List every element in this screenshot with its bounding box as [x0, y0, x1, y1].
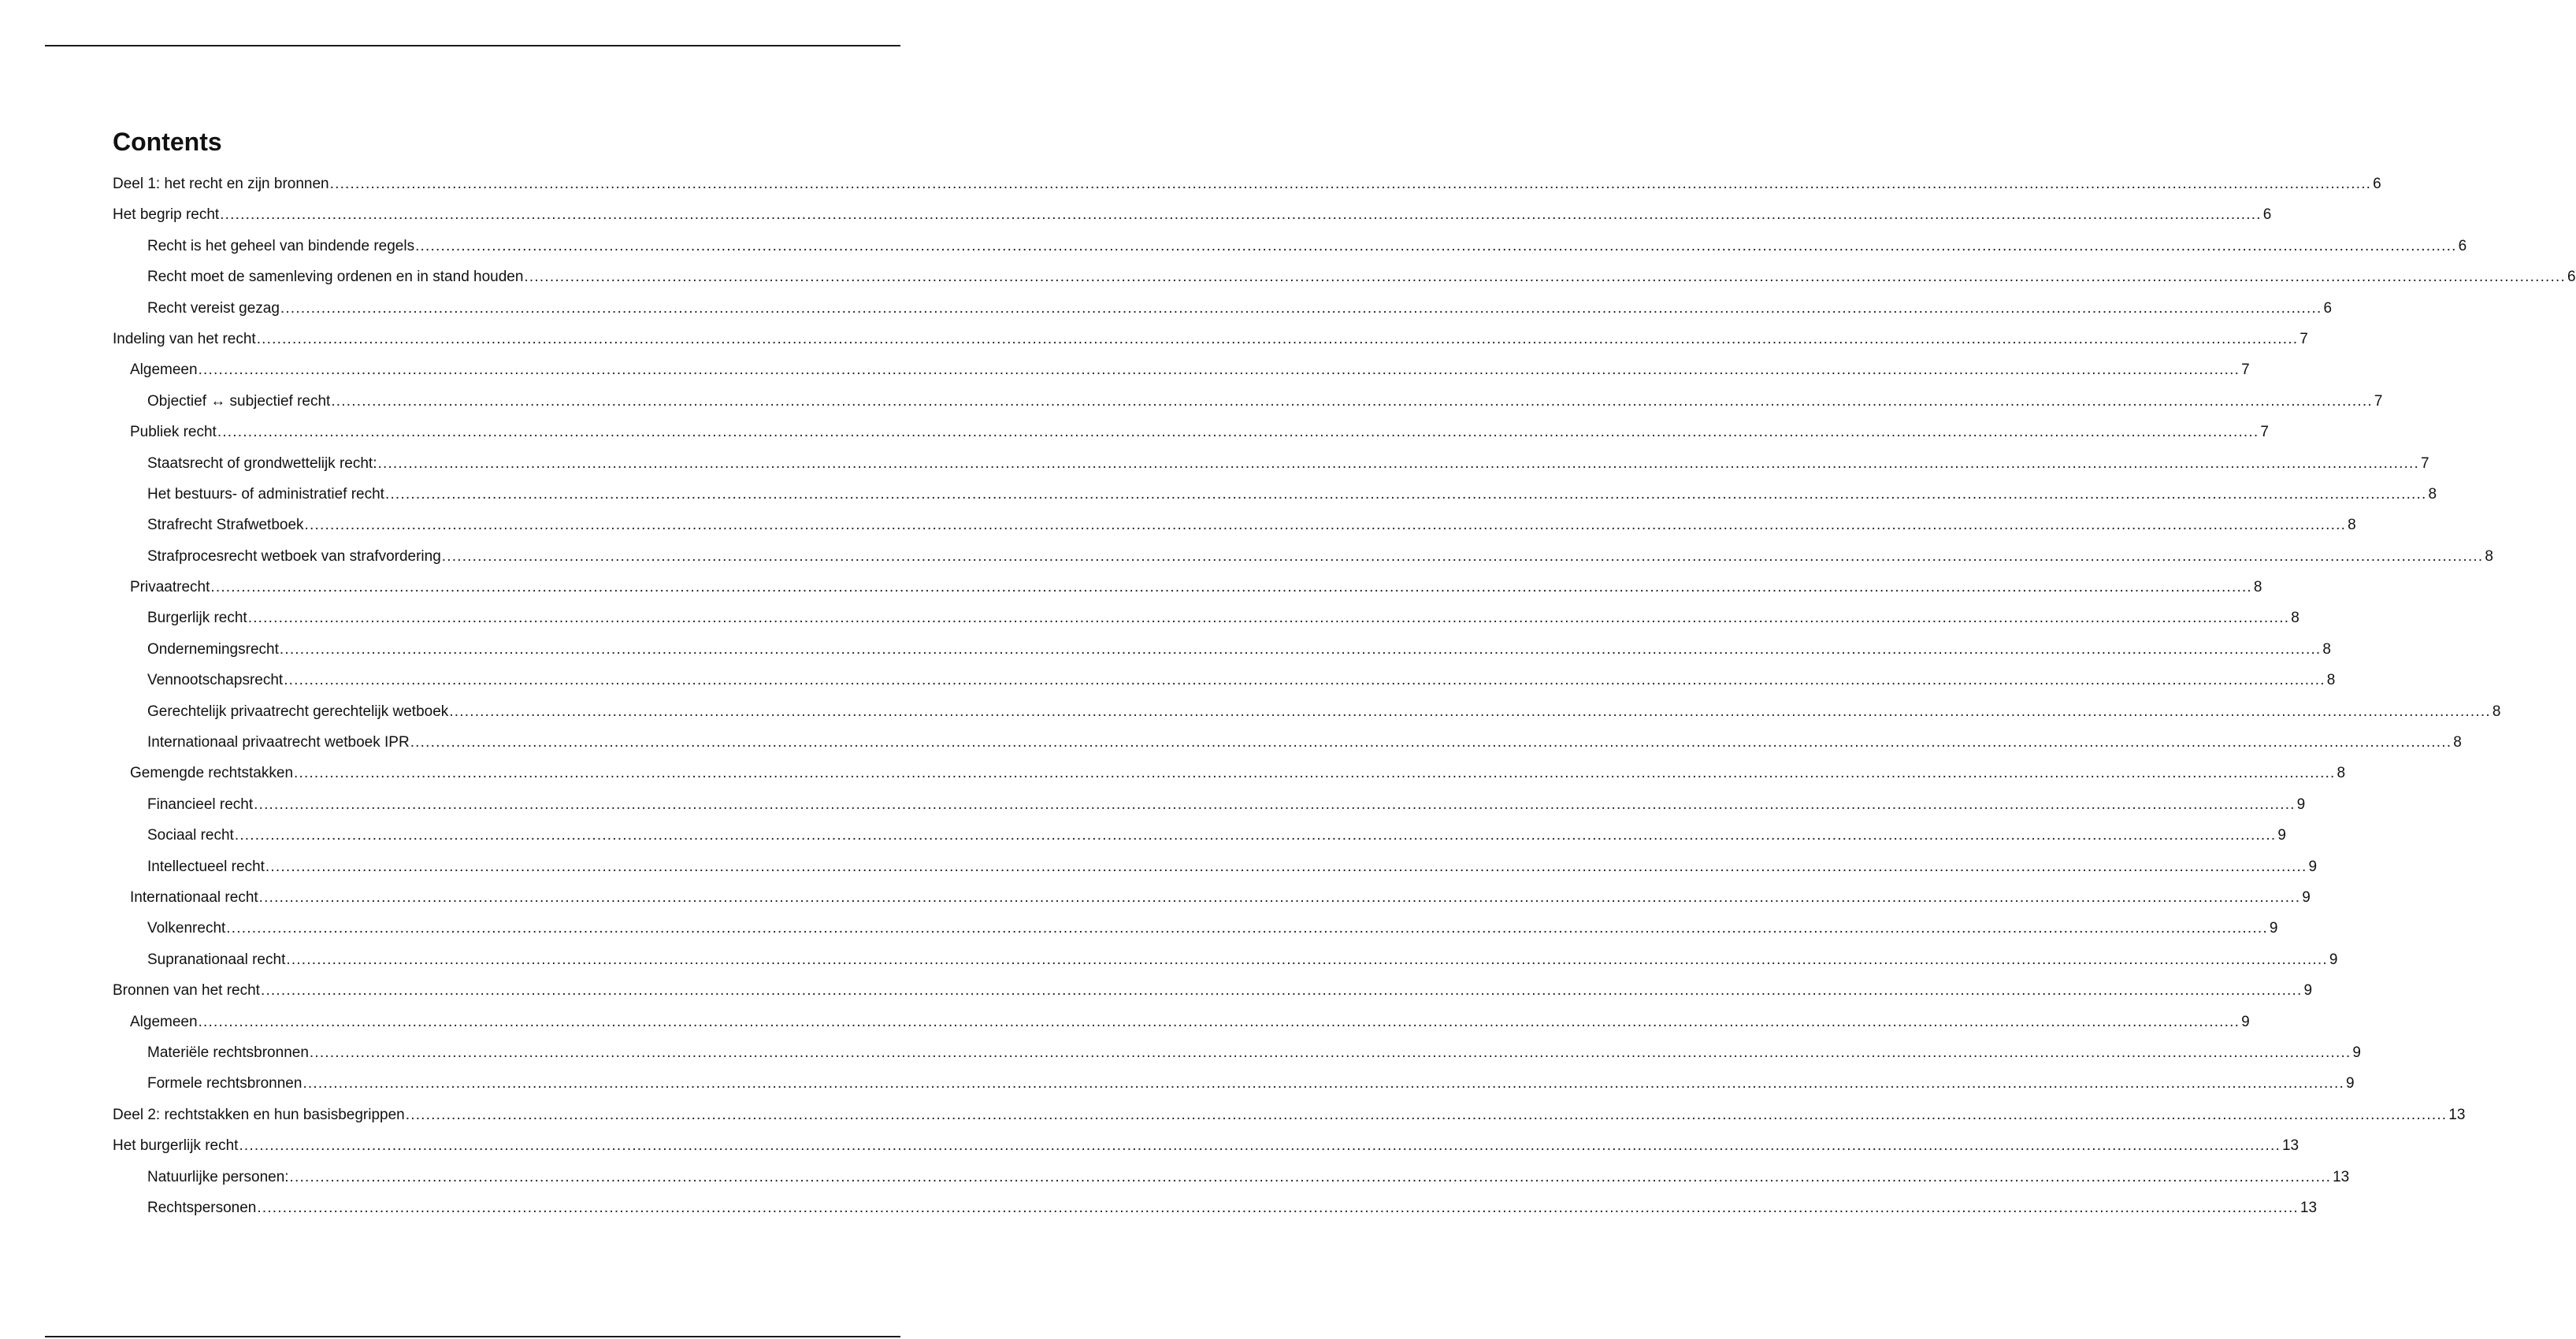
toc-page-number: 9 — [2329, 951, 2338, 968]
toc-entry[interactable] — [113, 261, 2576, 292]
toc-entry[interactable] — [113, 727, 2462, 758]
toc-entry-title: Ondernemingsrecht — [147, 640, 279, 658]
toc-entry[interactable] — [113, 789, 2306, 820]
toc-page-number: 6 — [2567, 269, 2576, 286]
toc-page-number: 7 — [2241, 362, 2250, 379]
toc-dot-leader: ................................................................................................................................................................................................................................................................................................................................................................................................................ — [198, 1013, 2240, 1030]
toc-entry-title: Supranationaal recht — [147, 951, 286, 968]
toc-page-number: 7 — [2260, 424, 2269, 441]
toc-page-number: 8 — [2322, 640, 2331, 658]
toc-entry-title: Internationaal recht — [130, 888, 258, 906]
toc-entry-title: Objectief ↔ subjectief recht — [147, 392, 331, 410]
toc-entry-title: Deel 2: rechtstakken en hun basisbegrippen — [113, 1106, 405, 1123]
toc-entry-title: Indeling van het recht — [113, 330, 256, 347]
toc-entry[interactable] — [113, 510, 2356, 540]
toc-page-number: 9 — [2296, 796, 2306, 813]
toc-page-number: 9 — [2241, 1013, 2250, 1030]
toc-entry-title: Publiek recht — [130, 424, 217, 441]
toc-entry-title: Internationaal privaatrecht wetboek IPR — [147, 734, 410, 751]
toc-dot-leader: ................................................................................................................................................................................................................................................................................................................................................................................................................ — [217, 424, 2259, 441]
toc-page-number: 8 — [2326, 672, 2336, 689]
toc-dot-leader: ................................................................................................................................................................................................................................................................................................................................................................................................................ — [303, 1075, 2344, 1092]
toc-entry[interactable] — [113, 975, 2313, 1006]
toc-dot-leader: ................................................................................................................................................................................................................................................................................................................................................................................................................ — [256, 330, 2299, 347]
toc-entry[interactable] — [113, 354, 2250, 385]
toc-page-number: 8 — [2348, 517, 2356, 534]
toc-entry-title: Bronnen van het recht — [113, 982, 260, 1000]
toc-entry[interactable] — [113, 572, 2262, 603]
toc-entry-title: Recht is het geheel van bindende regels — [147, 237, 415, 254]
toc-entry-title: Natuurlijke personen: — [147, 1168, 289, 1185]
toc-entry-title: Strafprocesrecht wetboek van strafvordering — [147, 547, 441, 565]
toc-page-number: 6 — [2262, 206, 2272, 224]
toc-entry-title: Recht vereist gezag — [147, 299, 280, 317]
toc-dot-leader: ................................................................................................................................................................................................................................................................................................................................................................................................................ — [304, 517, 2347, 534]
toc-entry[interactable] — [113, 199, 2272, 230]
toc-entry[interactable] — [113, 851, 2318, 882]
toc-entry[interactable] — [113, 417, 2269, 447]
toc-dot-leader: ................................................................................................................................................................................................................................................................................................................................................................................................................ — [289, 1168, 2332, 1185]
toc-page-number: 8 — [2485, 547, 2493, 565]
toc-page-number: 9 — [2345, 1075, 2355, 1092]
toc-entry[interactable] — [113, 1162, 2350, 1192]
toc-entry[interactable] — [113, 696, 2501, 727]
toc-dot-leader: ................................................................................................................................................................................................................................................................................................................................................................................................................ — [280, 299, 2322, 317]
toc-page-number: 13 — [2333, 1168, 2350, 1185]
toc-dot-leader: ................................................................................................................................................................................................................................................................................................................................................................................................................ — [257, 1199, 2299, 1216]
toc-entry-title: Privaatrecht — [130, 579, 210, 596]
toc-page-number: 7 — [2299, 330, 2308, 347]
toc-page-number: 8 — [2428, 485, 2437, 503]
toc-entry-title: Algemeen — [130, 1013, 198, 1030]
toc-entry[interactable] — [113, 293, 2333, 324]
toc-entry[interactable] — [113, 913, 2278, 944]
toc-dot-leader: ................................................................................................................................................................................................................................................................................................................................................................................................................ — [284, 672, 2325, 689]
toc-dot-leader: ................................................................................................................................................................................................................................................................................................................................................................................................................ — [234, 827, 2277, 844]
toc-page-number: 7 — [2374, 392, 2383, 410]
toc-entry-title: Materiële rechtsbronnen — [147, 1044, 309, 1061]
toc-dot-leader: ................................................................................................................................................................................................................................................................................................................................................................................................................ — [377, 454, 2420, 472]
toc-entry-title: Deel 1: het recht en zijn bronnen — [113, 176, 329, 192]
toc-dot-leader: ................................................................................................................................................................................................................................................................................................................................................................................................................ — [331, 392, 2373, 410]
toc-dot-leader: ................................................................................................................................................................................................................................................................................................................................................................................................................ — [329, 176, 2372, 192]
toc-entry[interactable] — [113, 324, 2308, 354]
toc-entry[interactable] — [113, 386, 2383, 417]
toc-page-number: 6 — [2323, 299, 2333, 317]
header-rule — [45, 45, 900, 46]
toc-entry[interactable] — [113, 634, 2331, 665]
toc-dot-leader: ................................................................................................................................................................................................................................................................................................................................................................................................................ — [239, 1137, 2281, 1155]
toc-entry-title: Het bestuurs- of administratief recht — [147, 485, 384, 503]
toc-dot-leader: ................................................................................................................................................................................................................................................................................................................................................................................................................ — [279, 640, 2322, 658]
toc-dot-leader: ................................................................................................................................................................................................................................................................................................................................................................................................................ — [405, 1106, 2448, 1123]
toc-page-number: 9 — [2352, 1044, 2361, 1061]
toc-entry-title: Intellectueel recht — [147, 858, 265, 875]
toc-entry[interactable] — [113, 448, 2429, 479]
toc-entry[interactable] — [113, 882, 2311, 913]
toc-entry-title: Het burgerlijk recht — [113, 1137, 239, 1155]
toc-page-number: 6 — [2373, 176, 2381, 192]
toc-entry-title: Volkenrecht — [147, 920, 226, 937]
toc-dot-leader: ................................................................................................................................................................................................................................................................................................................................................................................................................ — [410, 734, 2452, 751]
toc-entry-title: Recht moet de samenleving ordenen en in stand houden — [147, 269, 524, 286]
table-of-contents — [113, 169, 2576, 1223]
toc-page-number: 9 — [2308, 858, 2318, 875]
footer-rule — [45, 1336, 900, 1337]
document-page — [113, 126, 2576, 1223]
toc-page-number: 8 — [2492, 703, 2501, 720]
toc-entry-title: Vennootschapsrecht — [147, 672, 284, 689]
toc-page-number: 6 — [2458, 237, 2467, 254]
toc-dot-leader: ................................................................................................................................................................................................................................................................................................................................................................................................................ — [309, 1044, 2351, 1061]
toc-entry[interactable] — [113, 820, 2286, 851]
toc-page-number: 13 — [2281, 1137, 2299, 1155]
toc-entry[interactable] — [113, 603, 2299, 633]
toc-dot-leader: ................................................................................................................................................................................................................................................................................................................................................................................................................ — [210, 579, 2252, 596]
toc-dot-leader: ................................................................................................................................................................................................................................................................................................................................................................................................................ — [524, 269, 2566, 286]
toc-dot-leader: ................................................................................................................................................................................................................................................................................................................................................................................................................ — [294, 765, 2336, 782]
toc-dot-leader: ................................................................................................................................................................................................................................................................................................................................................................................................................ — [286, 951, 2328, 968]
toc-entry-title: Staatsrecht of grondwettelijk recht: — [147, 454, 377, 472]
toc-entry[interactable] — [113, 479, 2437, 510]
toc-entry-title: Gerechtelijk privaatrecht gerechtelijk wetboek — [147, 703, 449, 720]
toc-page-number: 9 — [2303, 982, 2313, 1000]
toc-page-number: 7 — [2421, 454, 2429, 472]
toc-page-number: 8 — [2453, 734, 2462, 751]
toc-entry-title: Strafrecht Strafwetboek — [147, 517, 304, 534]
toc-entry-title: Sociaal recht — [147, 827, 234, 844]
toc-dot-leader: ................................................................................................................................................................................................................................................................................................................................................................................................................ — [247, 610, 2290, 627]
toc-entry-title: Formele rechtsbronnen — [147, 1075, 303, 1092]
toc-dot-leader: ................................................................................................................................................................................................................................................................................................................................................................................................................ — [226, 920, 2268, 937]
toc-dot-leader: ................................................................................................................................................................................................................................................................................................................................................................................................................ — [415, 237, 2457, 254]
toc-dot-leader: ................................................................................................................................................................................................................................................................................................................................................................................................................ — [265, 858, 2307, 875]
toc-entry[interactable] — [113, 665, 2336, 695]
toc-page-number: 9 — [2269, 920, 2278, 937]
toc-entry[interactable] — [113, 231, 2467, 261]
toc-dot-leader: ................................................................................................................................................................................................................................................................................................................................................................................................................ — [198, 362, 2240, 379]
toc-entry[interactable] — [113, 1007, 2250, 1037]
toc-entry[interactable] — [113, 944, 2338, 975]
toc-entry[interactable] — [113, 1037, 2361, 1068]
toc-entry[interactable] — [113, 1130, 2299, 1161]
toc-dot-leader: ................................................................................................................................................................................................................................................................................................................................................................................................................ — [260, 982, 2303, 1000]
toc-dot-leader: ................................................................................................................................................................................................................................................................................................................................................................................................................ — [220, 206, 2262, 224]
toc-page-number: 13 — [2448, 1106, 2466, 1123]
toc-entry[interactable] — [113, 541, 2493, 572]
toc-dot-leader: ................................................................................................................................................................................................................................................................................................................................................................................................................ — [254, 796, 2296, 813]
page-title: Contents — [113, 128, 222, 156]
toc-dot-leader: ................................................................................................................................................................................................................................................................................................................................................................................................................ — [449, 703, 2491, 720]
toc-entry-title: Financieel recht — [147, 796, 254, 813]
toc-dot-leader: ................................................................................................................................................................................................................................................................................................................................................................................................................ — [258, 888, 2301, 906]
toc-entry[interactable] — [113, 169, 2381, 199]
toc-entry[interactable] — [113, 1192, 2318, 1223]
toc-entry[interactable] — [113, 1068, 2355, 1099]
toc-page-number: 9 — [2302, 888, 2311, 906]
toc-page-number: 8 — [2337, 765, 2346, 782]
toc-page-number: 13 — [2299, 1199, 2318, 1216]
toc-page-number: 8 — [2291, 610, 2299, 627]
toc-entry[interactable] — [113, 758, 2346, 788]
toc-entry-title: Burgerlijk recht — [147, 610, 247, 627]
toc-entry-title: Gemengde rechtstakken — [130, 765, 294, 782]
toc-entry[interactable] — [113, 1100, 2466, 1130]
toc-dot-leader: ................................................................................................................................................................................................................................................................................................................................................................................................................ — [384, 485, 2427, 503]
toc-entry-title: Rechtspersonen — [147, 1199, 257, 1216]
toc-page-number: 8 — [2253, 579, 2262, 596]
toc-dot-leader: ................................................................................................................................................................................................................................................................................................................................................................................................................ — [441, 547, 2484, 565]
toc-entry-title: Algemeen — [130, 362, 198, 379]
toc-entry-title: Het begrip recht — [113, 206, 220, 224]
toc-page-number: 9 — [2277, 827, 2286, 844]
